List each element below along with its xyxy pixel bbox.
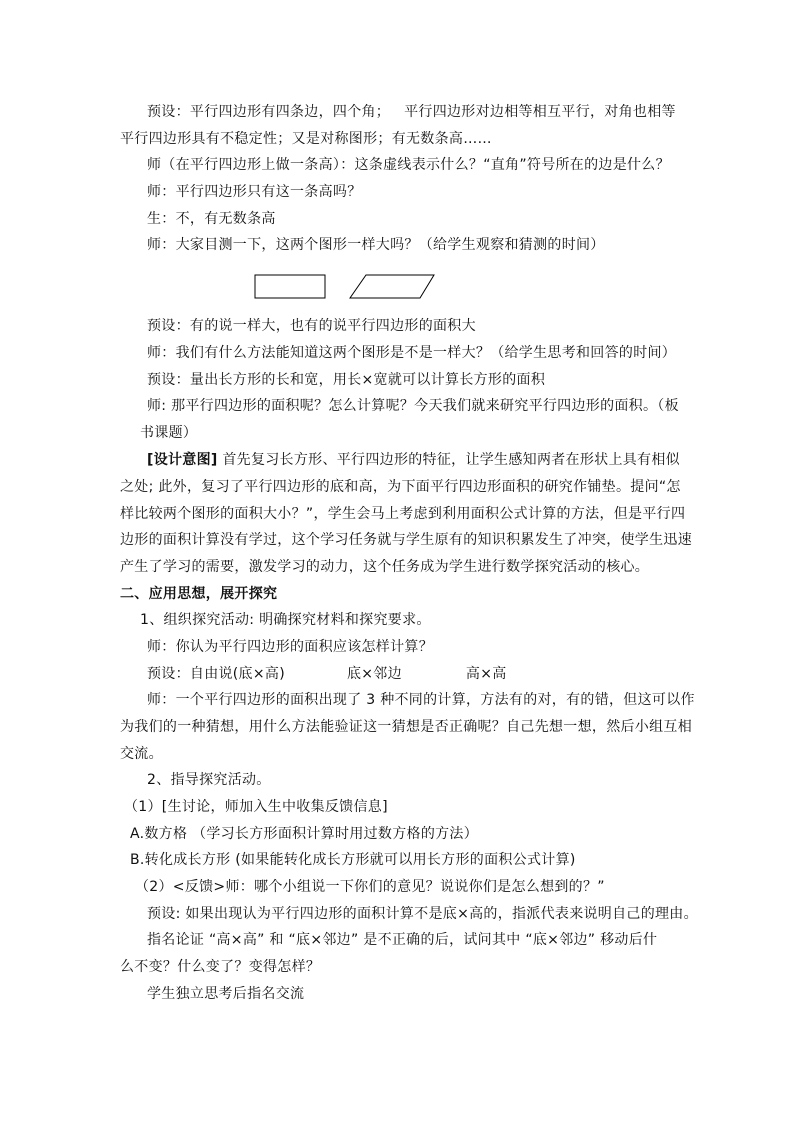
text-line: 学生独立思考后指名交流 bbox=[147, 986, 305, 1002]
text-line: 边形的面积计算没有学过，这个学习任务就与学生原有的知识积累发生了冲突，使学生迅速 bbox=[120, 532, 692, 548]
text-line: 指名论证 “高×高” 和 “底×邻边” 是不正确的后，试问其中 “底×邻边” 移动后什 bbox=[147, 932, 658, 948]
text-line: 师：平行四边形只有这一条高吗？ bbox=[147, 184, 362, 200]
text-line: A.数方格 （学习长方形面积计算时用过数方格的方法） bbox=[130, 826, 479, 842]
text-line: 师（在平行四边形上做一条高）：这条虚线表示什么？“直角”符号所在的边是什么？ bbox=[147, 157, 670, 173]
text-line: （2）<反馈>师：哪个小组说一下你们的意见？说说你们是怎么想到的？” bbox=[135, 879, 605, 895]
text-line: 生：不，有无数条高 bbox=[147, 211, 276, 227]
text-line: （1）[生讨论，师加入生中收集反馈信息] bbox=[124, 799, 388, 815]
shape-comparison-figure bbox=[254, 273, 444, 303]
text-line: 预设：平行四边形有四条边，四个角； 平行四边形对边相等相互平行，对角也相等 bbox=[147, 104, 676, 120]
text-line: 1、组织探究活动: 明确探究材料和探究要求。 bbox=[140, 612, 431, 628]
parallelogram-shape bbox=[350, 275, 434, 298]
text-line: B.转化成长方形 (如果能转化成长方形就可以用长方形的面积公式计算) bbox=[130, 852, 576, 868]
text-line: 预设：自由说(底×高) 底×邻边 高×高 bbox=[147, 666, 507, 682]
design-intent-label: [设计意图] bbox=[147, 452, 218, 468]
text-line: 为我们的一种猜想，用什么方法能验证这一猜想是否正确呢？自己先想一想，然后小组互相 bbox=[120, 719, 692, 735]
text-line: 师：一个平行四边形的面积出现了 3 种不同的计算，方法有的对，有的错，但这可以作 bbox=[147, 692, 695, 708]
design-intent-paragraph: [设计意图] 首先复习长方形、平行四边形的特征，让学生感知两者在形状上具有相似 bbox=[147, 452, 680, 468]
text-line: 预设：量出长方形的长和宽，用长×宽就可以计算长方形的面积 bbox=[147, 372, 546, 388]
text-line: 2、指导探究活动。 bbox=[147, 772, 271, 788]
text-line: 样比较两个图形的面积大小？”，学生会马上考虑到利用面积公式计算的方法，但是平行四 bbox=[120, 506, 686, 522]
text-line: 师：你认为平行四边形的面积应该怎样计算？ bbox=[147, 639, 433, 655]
text-line: 交流。 bbox=[120, 746, 163, 762]
section-heading: 二、应用思想，展开探究 bbox=[120, 586, 278, 602]
text-line: 预设：有的说一样大，也有的说平行四边形的面积大 bbox=[147, 318, 476, 334]
text-line: 师：我们有什么方法能知道这两个图形是不是一样大？（给学生思考和回答的时间） bbox=[147, 345, 677, 361]
text-line: 平行四边形具有不稳定性；又是对称图形；有无数条高…… bbox=[120, 131, 492, 147]
text-line: 预设: 如果出现认为平行四边形的面积计算不是底×高的，指派代表来说明自己的理由。 bbox=[147, 906, 698, 922]
text-line: 师: 那平行四边形的面积呢？怎么计算呢？今天我们就来研究平行四边形的面积。（板 bbox=[147, 398, 679, 414]
text-line: 么不变？什么变了？变得怎样？ bbox=[120, 959, 321, 975]
rectangle-shape bbox=[255, 275, 325, 298]
text-line: 师：大家目测一下，这两个图形一样大吗？（给学生观察和猜测的时间） bbox=[147, 237, 605, 253]
text-line: 书课题） bbox=[140, 425, 198, 441]
text-line: 之处; 此外，复习了平行四边形的底和高，为下面平行四边形面积的研究作铺垫。提问“怎 bbox=[120, 479, 681, 495]
text-line: 产生了学习的需要，激发学习的动力，这个任务成为学生进行数学探究活动的核心。 bbox=[120, 559, 650, 575]
